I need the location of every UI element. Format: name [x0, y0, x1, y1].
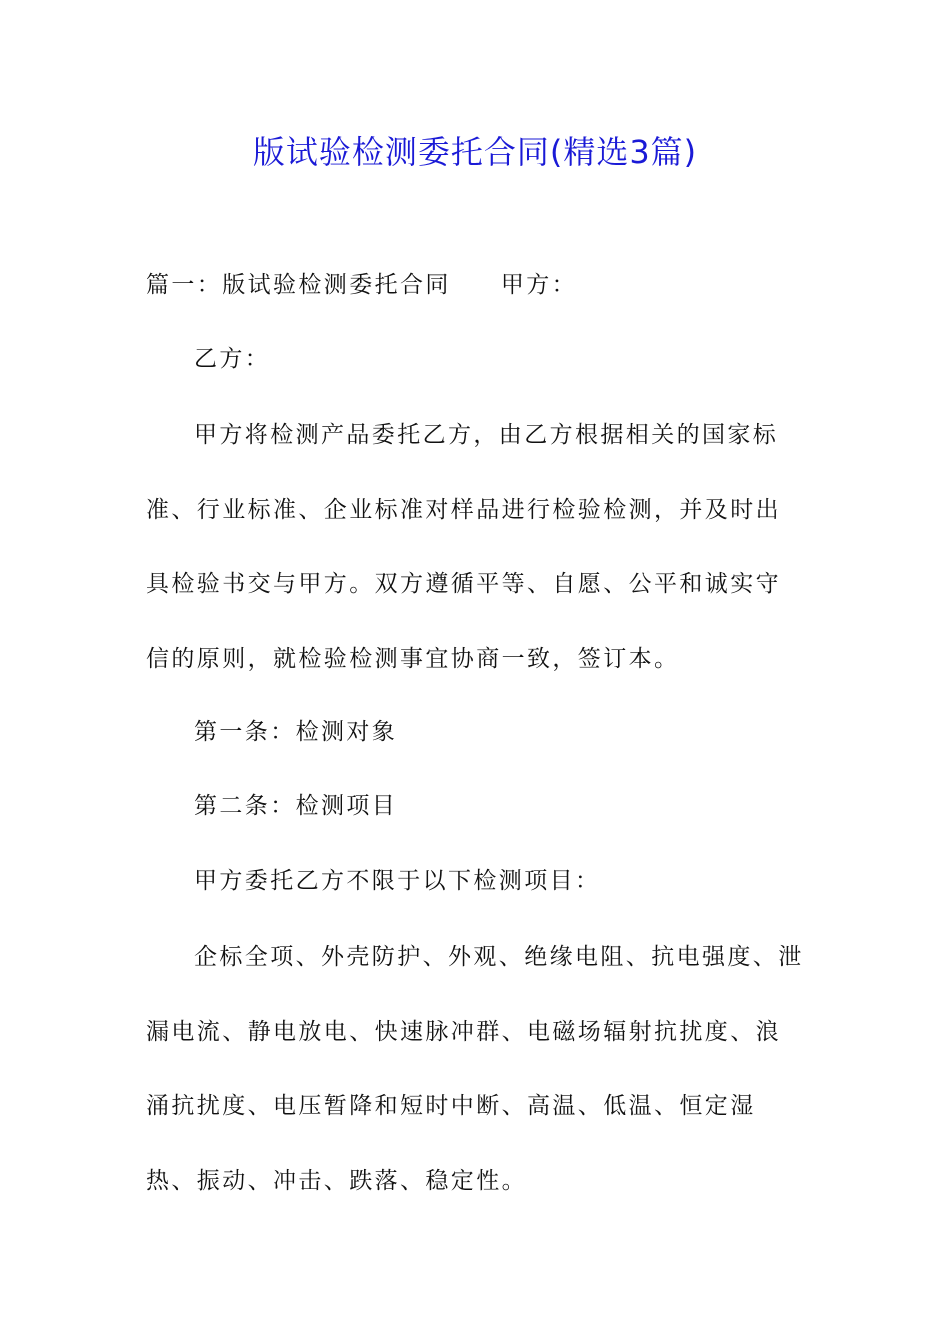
clause-2-heading: 第二条：检测项目: [194, 793, 398, 819]
party-a-label: 甲方：: [500, 272, 578, 298]
clause-1-heading: 第一条：检测对象: [194, 719, 398, 745]
document-title: 版试验检测委托合同(精选3篇): [252, 133, 698, 171]
paragraph-heading-line: [146, 270, 806, 300]
paragraph-test-items: 企标全项、外壳防护、外观、绝缘电阻、抗电强度、泄漏电流、静电放电、快速脉冲群、电磁场辐射抗扰度、浪涌抗扰度、电压暂降和短时中断、高温、低温、恒定湿热、振动、冲击、跌落、稳定性。: [146, 944, 804, 1194]
section-heading: 篇一：版试验检测委托合同: [146, 272, 451, 298]
paragraph-items-lead: 甲方委托乙方不限于以下检测项目：: [194, 868, 601, 894]
party-b-label: 乙方：: [194, 346, 271, 372]
paragraph-intro: 甲方将检测产品委托乙方，由乙方根据相关的国家标准、行业标准、企业标准对样品进行检验检测，并及时出具检验书交与甲方。双方遵循平等、自愿、公平和诚实守信的原则，就检验检测事宜协商一致，签订本。: [146, 422, 781, 672]
